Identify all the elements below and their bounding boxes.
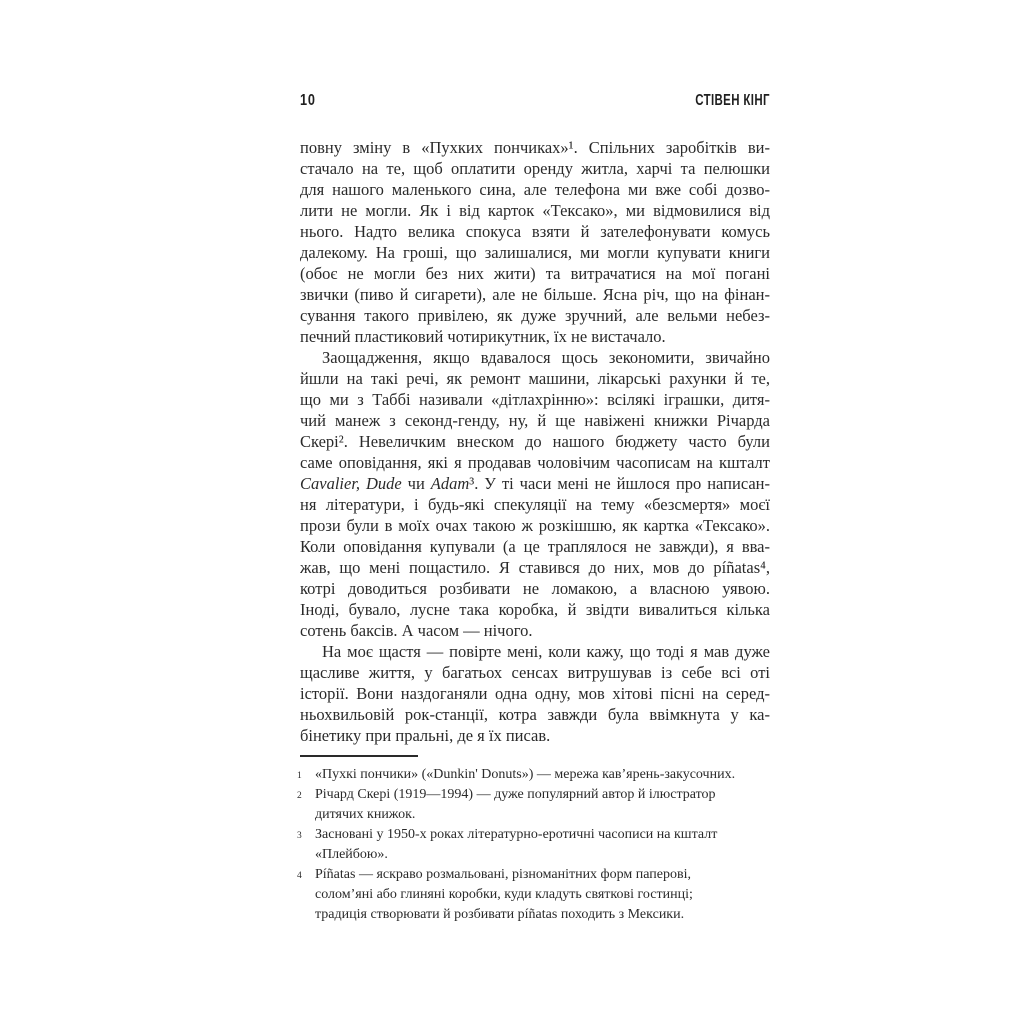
text-line: На моє щастя — повірте мені, коли кажу, що тоді я мав дуже [322,642,770,661]
text-line: стачало на те, щоб оплатити оренду житла, харчі та пелюшки [300,159,770,178]
text-line: печний пластиковий чотирикутник, їх не вистачало. [300,327,666,346]
text-line: щасливе життя, у багатьох сенсах витрушував із себе всі оті [300,663,770,682]
text-line: нього. Надто велика спокуса взяти й зателефонувати комусь [300,222,770,241]
text-line: повну зміну в «Пухких пончиках»¹. Спільних заробітків ви- [300,138,770,157]
paragraph [300,137,770,347]
footnote-line: солом’яні або глиняні коробки, куди кладуть святкові гостинці; [315,887,693,902]
footnote-line: «Пухкі пончики» («Dunkin' Donuts») — мережа кав’ярень-закусочних. [315,767,736,782]
text-line: Скері². Невеличким внеском до нашого бюджету часто були [300,432,770,451]
footnote-item [297,865,770,925]
footnote-number: 1 [297,771,302,781]
text-line: ня літератури, і будь-які спекуляції на тему «безсмертя» моєї [300,495,770,514]
footnote-line: Засновані у 1950-х роках літературно-еротичні часописи на кшталт [315,827,718,842]
text-line: Cavalier, Dude чи Adam³. У ті часи мені не йшлося про написан- [300,474,770,493]
text-line: Заощадження, якщо вдавалося щось зекономити, звичайно [322,348,770,367]
footnotes [297,765,770,925]
footnote-line: традиція створювати й розбивати píñatas походить з Мексики. [315,907,685,922]
text-line: Коли оповідання купували (а це траплялося не завжди), я вва- [300,537,770,556]
footnote-separator [300,755,418,757]
text-line: саме оповідання, які я продавав чоловічим часописам на кшталт [300,453,770,472]
text-line: бінетику при пральні, де я їх писав. [300,726,551,745]
footnote-number: 2 [297,791,302,801]
text-line: звички (пиво й сигарети), але не більше. Ясна річ, що на фінан- [300,285,770,304]
running-title: СТІВЕН КІНГ [695,92,770,109]
text-line: історії. Вони наздоганяли одна одну, мов хітові пісні на серед- [300,684,770,703]
text-line: жав, що мені пощастило. Я ставився до них, мов до píñatas⁴, [300,558,770,577]
footnote-line: «Плейбою». [315,847,388,862]
text-line: для нашого маленького сина, але телефона ми вже собі дозво- [300,180,770,199]
footnote-item [297,785,770,825]
text-line: сування такого привілею, як дуже зручний, але вельми небез- [300,306,770,325]
page-header [300,92,770,108]
text-line: (обоє не могли без них жити) та витрачатися на мої погані [300,264,770,283]
text-line: прози були в моїх очах такою ж розкішшю, як картка «Тексако». [300,516,770,535]
paragraph [300,641,770,746]
page-number: 10 [300,92,316,109]
text-line: лити не могли. Як і від карток «Тексако», ми відмовилися від [300,201,770,220]
footnote-number: 4 [297,871,302,881]
text-line: йшли на такі речі, як ремонт машини, лікарські рахунки й те, [300,369,770,388]
text-line: чий манеж з секонд-генду, ну, й ще навіжені книжки Річарда [300,411,770,430]
text-line: Іноді, бувало, лусне така коробка, й звідти вивалиться кілька [300,600,770,619]
text-line: ньохвильовій рок-станції, котра завжди була ввімкнута у ка- [300,705,770,724]
footnote-line: Píñatas — яскраво розмальовані, різноманітних форм паперові, [315,867,692,882]
footnote-line: дитячих книжок. [315,807,416,822]
footnote-item [297,765,770,785]
text-line: що ми з Таббі називали «дітлахрінню»: всілякі іграшки, дитя- [300,390,770,409]
body-text [300,137,770,746]
text-line: далекому. На гроші, що залишалися, ми могли купувати книги [300,243,770,262]
footnote-item [297,825,770,865]
footnote-line: Річард Скері (1919—1994) — дуже популярний автор й ілюстратор [315,787,716,802]
footnote-number: 3 [297,831,302,841]
paragraph [300,347,770,641]
text-line: сотень баксів. А часом — нічого. [300,621,533,640]
text-line: котрі доводиться розбивати не ломакою, а власною уявою. [300,579,770,598]
